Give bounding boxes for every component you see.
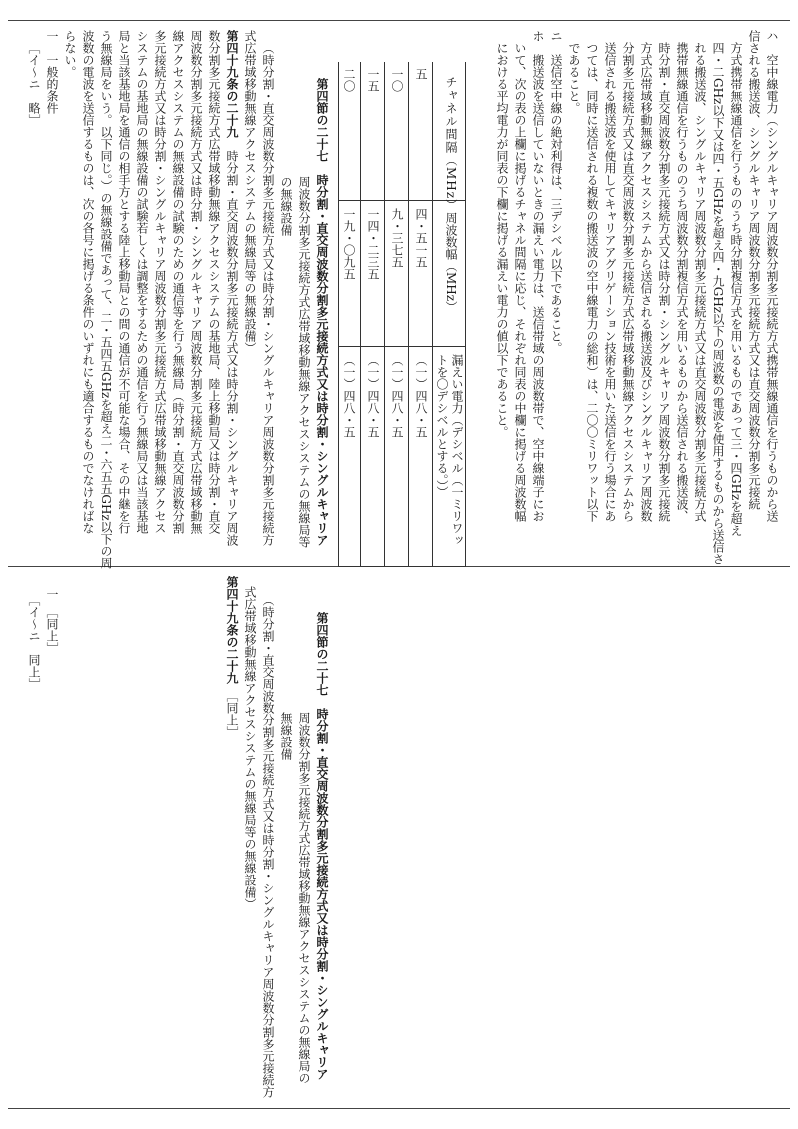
table-cell: 一〇: [390, 68, 404, 92]
text-column: 数分割多元接続方式広帯域移動無線アクセスシステムの基地局、陸上移動局又は時分割・直交: [207, 30, 221, 534]
article-caption: （時分割・直交周波数分割多元接続方式又は時分割・シングルキャリア周波数分割多元接続方: [261, 594, 275, 1098]
text-column: れる搬送波、シングルキャリア周波数分割多元接続方式又は直交周波数分割多元接続方式: [693, 42, 707, 522]
table-cell: 九・三七五: [390, 208, 404, 268]
text-column: いて、次の表の上欄に掲げるチャネル間隔に応じ、それぞれ同表の中欄に掲げる周波数幅: [513, 42, 527, 522]
section-heading-cont: 無線設備: [279, 712, 293, 760]
text-column: 線アクセスシステムの無線設備の試験のための通信等を行う無線局（時分割・直交周波数分割: [171, 30, 185, 534]
section-heading-cont: 周波数分割多元接続方式広帯域移動無線アクセスシステムの無線局等: [297, 176, 311, 548]
item-heading: 一 一般的条件: [45, 30, 59, 114]
text-column: 周波数分割多元接続方式又は時分割・シングルキャリア周波数分割多元接続方式広帯域移動無: [189, 30, 203, 534]
text-column: 信される搬送波、シングルキャリア周波数分割多元接続方式又は直交周波数分割多元接続: [747, 30, 761, 510]
text-column: らない。: [63, 30, 77, 78]
article-caption: （時分割・直交周波数分割多元接続方式又は時分割・シングルキャリア周波数分割多元接続方: [261, 42, 275, 546]
text-column: ハ 空中線電力（シングルキャリア周波数分割多元接続方式携帯無線通信を行うものから送: [765, 30, 779, 522]
article-column: [223, 576, 241, 738]
table-cell: 一四・二三五: [366, 208, 380, 280]
top-rule: [8, 20, 790, 21]
text-column: 四・二GHz以下又は四・五GHzを超え四・九GHz以下の周波数の電波を使用するものから送信さ: [711, 42, 725, 566]
text-column: 波数の電波を送信するものは、次の各号に掲げる条件のいずれにも適合するものでなければな: [81, 30, 95, 534]
article-text: ［同上］: [225, 684, 239, 738]
table-cell: （一）四八・五: [390, 354, 404, 438]
item-omitted: ［イ〜ニ 略］: [27, 42, 41, 126]
item-heading: 一 ［同上］: [45, 588, 59, 654]
text-column: における平均電力が同表の下欄に掲げる漏えい電力の値以下であること。: [495, 42, 509, 438]
text-column: システムの基地局の無線設備の試験若しくは調整をするための通信を行う無線局又は当該基地: [135, 30, 149, 534]
table-header-bandwidth: 周波数幅（MHz）: [444, 212, 458, 314]
text-column: 局と当該基地局を通信の相手方とする陸上移動局との間の通信が不可能な場合、その中継を行: [117, 30, 131, 534]
text-column: ニ 送信空中線の絶対利得は、三デシベル以下であること。: [549, 30, 563, 354]
text-column: であること。: [567, 42, 581, 114]
table-cell: （一）四八・五: [366, 354, 380, 438]
text-column: う無線局をいう。以下同じ。）の無線設備であって、二・五四五GHzを超え二・六五五GHz以下の周: [99, 30, 113, 569]
article-text: 時分割・直交周波数分割多元接続方式又は時分割・シングルキャリア周波: [225, 138, 239, 546]
text-column: 方式広帯域移動無線アクセスシステムから送信される搬送波及びシングルキャリア周波数: [639, 42, 653, 522]
table-cell: （一）四八・五: [414, 354, 428, 438]
text-column: 分割多元接続方式又は直交周波数分割多元接続方式広帯域移動無線アクセスシステムから: [621, 42, 635, 522]
table-header-channel: チャネル間隔（MHz）: [444, 76, 458, 213]
table-header-leakage: 漏えい電力（デシベル（一ミリワットを〇デシベルとする。））: [435, 354, 464, 546]
table-cell: 二〇: [342, 68, 356, 92]
article-number: 第四十九条の二十九: [225, 576, 239, 684]
table-cell: 一五: [366, 68, 380, 92]
section-heading-cont: の無線設備: [279, 176, 293, 236]
section-heading: 第四節の二十七 時分割・直交周波数分割多元接続方式又は時分割・シングルキャリア: [315, 78, 329, 546]
section-heading-cont: 周波数分割多元接続方式広帯域移動無線アクセスシステムの無線局の: [297, 712, 311, 1084]
text-column: 送信される搬送波を使用してキャリアアグリゲーション技術を用いた送信を行う場合にあ: [603, 42, 617, 522]
table-cell: 五: [414, 68, 428, 80]
text-column: 携帯無線通信を行うもののうち周波数分割複信方式を用いるものから送信される搬送波、: [675, 42, 689, 522]
bottom-rule: [8, 1108, 790, 1109]
text-column: つては、同時に送信される複数の搬送波の空中線電力の総和）は、二〇〇ミリワット以下: [585, 42, 599, 522]
article-number: 第四十九条の二十九: [225, 30, 239, 138]
table-cell: （一）四八・五: [342, 354, 356, 438]
leakage-power-table: [338, 62, 466, 567]
section-heading: 第四節の二十七 時分割・直交周波数分割多元接続方式又は時分割・シングルキャリア: [315, 612, 329, 1080]
table-cell: 四・五一五: [414, 208, 428, 268]
item-same: ［イ〜ニ 同上］: [27, 594, 41, 690]
article-caption: 式広帯域移動無線アクセスシステムの無線局等の無線設備）: [243, 586, 257, 910]
text-column: 方式携帯無線通信を行うもののうち時分割複信方式を用いるものであって三・四GHzを超え: [729, 42, 743, 537]
text-column: ホ 搬送波を送信していないときの漏えい電力は、送信帯域の周波数帯で、空中線端子にお: [531, 30, 545, 522]
table-cell: 一九・〇九五: [342, 208, 356, 280]
text-column: 時分割・直交周波数分割多元接続方式又は時分割・シングルキャリア周波数分割多元接続: [657, 42, 671, 522]
text-column: 多元接続方式又は時分割・シングルキャリア周波数分割多元接続方式広帯域移動無線アクセス: [153, 30, 167, 534]
article-column: [223, 30, 241, 546]
article-caption: 式広帯域移動無線アクセスシステムの無線局等の無線設備）: [243, 30, 257, 354]
